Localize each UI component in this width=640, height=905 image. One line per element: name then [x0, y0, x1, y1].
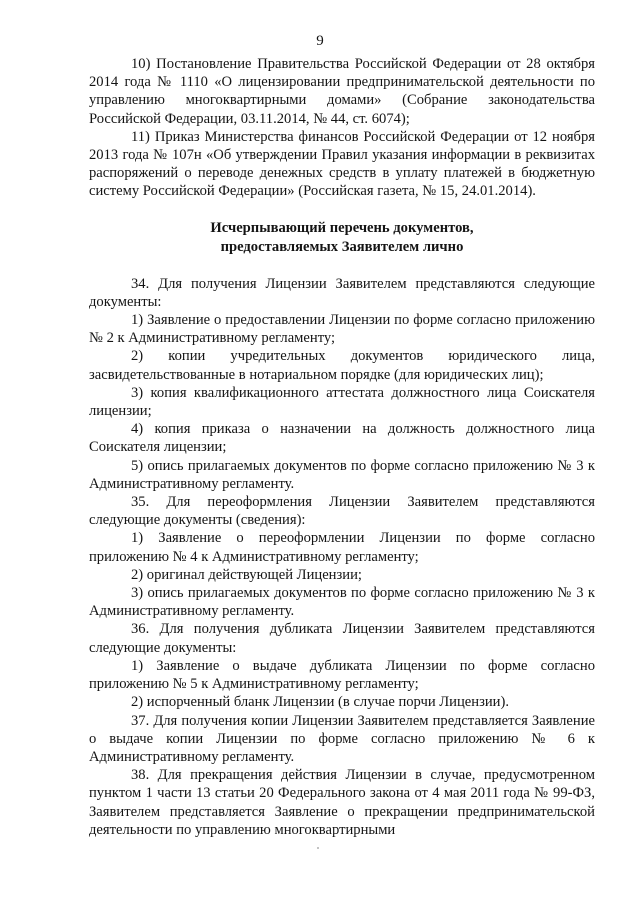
paragraph-35: 35. Для переоформления Лицензии Заявителем представляются следующие документы (сведения):: [89, 494, 595, 529]
page-number: 9: [316, 33, 324, 49]
paragraph-35-item-1: 1) Заявление о переоформлении Лицензии по форме согласно приложению № 4 к Административному регламенту;: [89, 530, 595, 565]
paragraph-34-item-2: 2) копии учредительных документов юридического лица, засвидетельствованные в нотариальном порядке (для юридических лиц);: [89, 348, 595, 383]
section-heading: [89, 219, 595, 257]
paragraph-36: 36. Для получения дубликата Лицензии Заявителем представляются следующие документы:: [89, 621, 595, 656]
list-item-10: 10) Постановление Правительства Российской Федерации от 28 октября 2014 года № 1110 «О лицензировании предпринимательской деятельности по управлению многоквартирными домами» (Собрание законодательства Российской Федерации, 03.11.2014, № 44, ст. 6074);: [89, 56, 595, 127]
document-body: [89, 55, 595, 839]
paragraph-35-item-2: 2) оригинал действующей Лицензии;: [131, 566, 362, 583]
section-heading-line-1: Исчерпывающий перечень документов,: [210, 219, 474, 236]
list-item-11: 11) Приказ Министерства финансов Российской Федерации от 12 ноября 2013 года № 107н «Об утверждении Правил указания информации в реквизитах распоряжений о переводе денежных средств в уплату платежей в бюджетную систему Российской Федерации» (Российская газета, № 15, 24.01.2014).: [89, 128, 595, 200]
paragraph-34-item-3: 3) копия квалификационного аттестата должностного лица Соискателя лицензии;: [89, 384, 595, 420]
paragraph-37: 37. Для получения копии Лицензии Заявителем представляется Заявление о выдаче копии Лицензии по форме согласно приложению № 6 к Административному регламенту.: [89, 712, 595, 765]
paragraph-38: 38. Для прекращения действия Лицензии в случае, предусмотренном пунктом 1 части 13 статьи 20 Федерального закона от 4 мая 2011 года № 99-ФЗ, Заявителем представляется Заявление о прекращении предпринимательской деятельности по управлению многоквартирными: [89, 767, 595, 838]
paragraph-34: 34. Для получения Лицензии Заявителем представляются следующие документы:: [89, 275, 595, 310]
paragraph-34-item-4: 4) копия приказа о назначении на должность должностного лица Соискателя лицензии;: [89, 421, 595, 456]
paragraph-36-item-2: 2) испорченный бланк Лицензии (в случае порчи Лицензии).: [131, 694, 509, 711]
section-heading-line-2: предоставляемых Заявителем лично: [220, 238, 464, 255]
paragraph-36-item-1: 1) Заявление о выдаче дубликата Лицензии по форме согласно приложению № 5 к Административному регламенту;: [89, 657, 595, 693]
paragraph-34-item-5: 5) опись прилагаемых документов по форме согласно приложению № 3 к Административному регламенту.: [89, 457, 595, 492]
paragraph-35-item-3: 3) опись прилагаемых документов по форме согласно приложению № 3 к Административному регламенту.: [89, 585, 595, 620]
scan-speck: [317, 847, 319, 849]
paragraph-34-item-1: 1) Заявление о предоставлении Лицензии по форме согласно приложению № 2 к Административному регламенту;: [89, 312, 595, 347]
